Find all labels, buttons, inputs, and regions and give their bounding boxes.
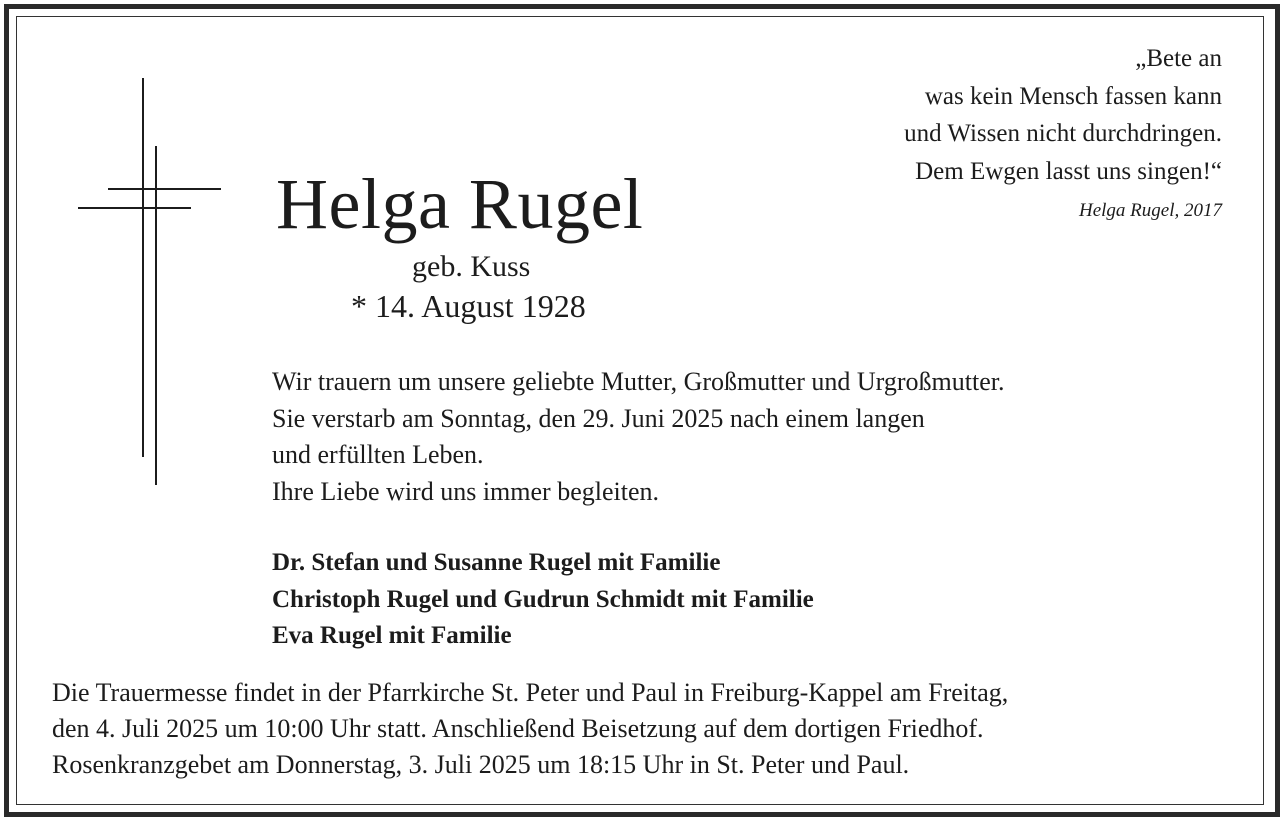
mourning-message [272, 364, 1004, 510]
quote-line: und Wissen nicht durchdringen. [904, 120, 1222, 147]
mourner-family: Christoph Rugel und Gudrun Schmidt mit Familie [272, 585, 814, 613]
quote-line: „Bete an [1135, 45, 1222, 72]
cross-horizontal-front [78, 207, 191, 209]
message-line: und erfüllten Leben. [272, 440, 484, 469]
maiden-name: geb. Kuss [412, 250, 531, 283]
cross-horizontal-back [108, 188, 221, 190]
deceased-name: Helga Rugel [276, 164, 644, 244]
quote-line: Dem Ewgen lasst uns singen!“ [915, 157, 1222, 185]
service-details [52, 675, 1008, 783]
cross-vertical-front [142, 78, 144, 457]
service-line: Rosenkranzgebet am Donnerstag, 3. Juli 2025 um 18:15 Uhr in St. Peter und Paul. [52, 750, 910, 779]
quote-line: was kein Mensch fassen kann [924, 82, 1222, 110]
message-line: Ihre Liebe wird uns immer begleiten. [272, 476, 659, 506]
mourner-family: Eva Rugel mit Familie [272, 622, 512, 649]
cross-vertical-back [155, 146, 157, 485]
message-line: Wir trauern um unsere geliebte Mutter, Großmutter und Urgroßmutter. [272, 367, 1005, 396]
service-line: den 4. Juli 2025 um 10:00 Uhr statt. Anschließend Beisetzung auf dem dortigen Friedhof. [52, 714, 984, 743]
birth-date: * 14. August 1928 [351, 288, 586, 324]
quote-author: Helga Rugel, 2017 [1078, 200, 1222, 221]
poem-quote [904, 40, 1222, 190]
mourners-list [272, 545, 814, 655]
service-line: Die Trauermesse findet in der Pfarrkirche St. Peter und Paul in Freiburg-Kappel am Freitag, [52, 678, 1009, 707]
mourner-family: Dr. Stefan und Susanne Rugel mit Familie [272, 549, 721, 576]
message-line: Sie verstarb am Sonntag, den 29. Juni 2025 nach einem langen [272, 403, 925, 433]
